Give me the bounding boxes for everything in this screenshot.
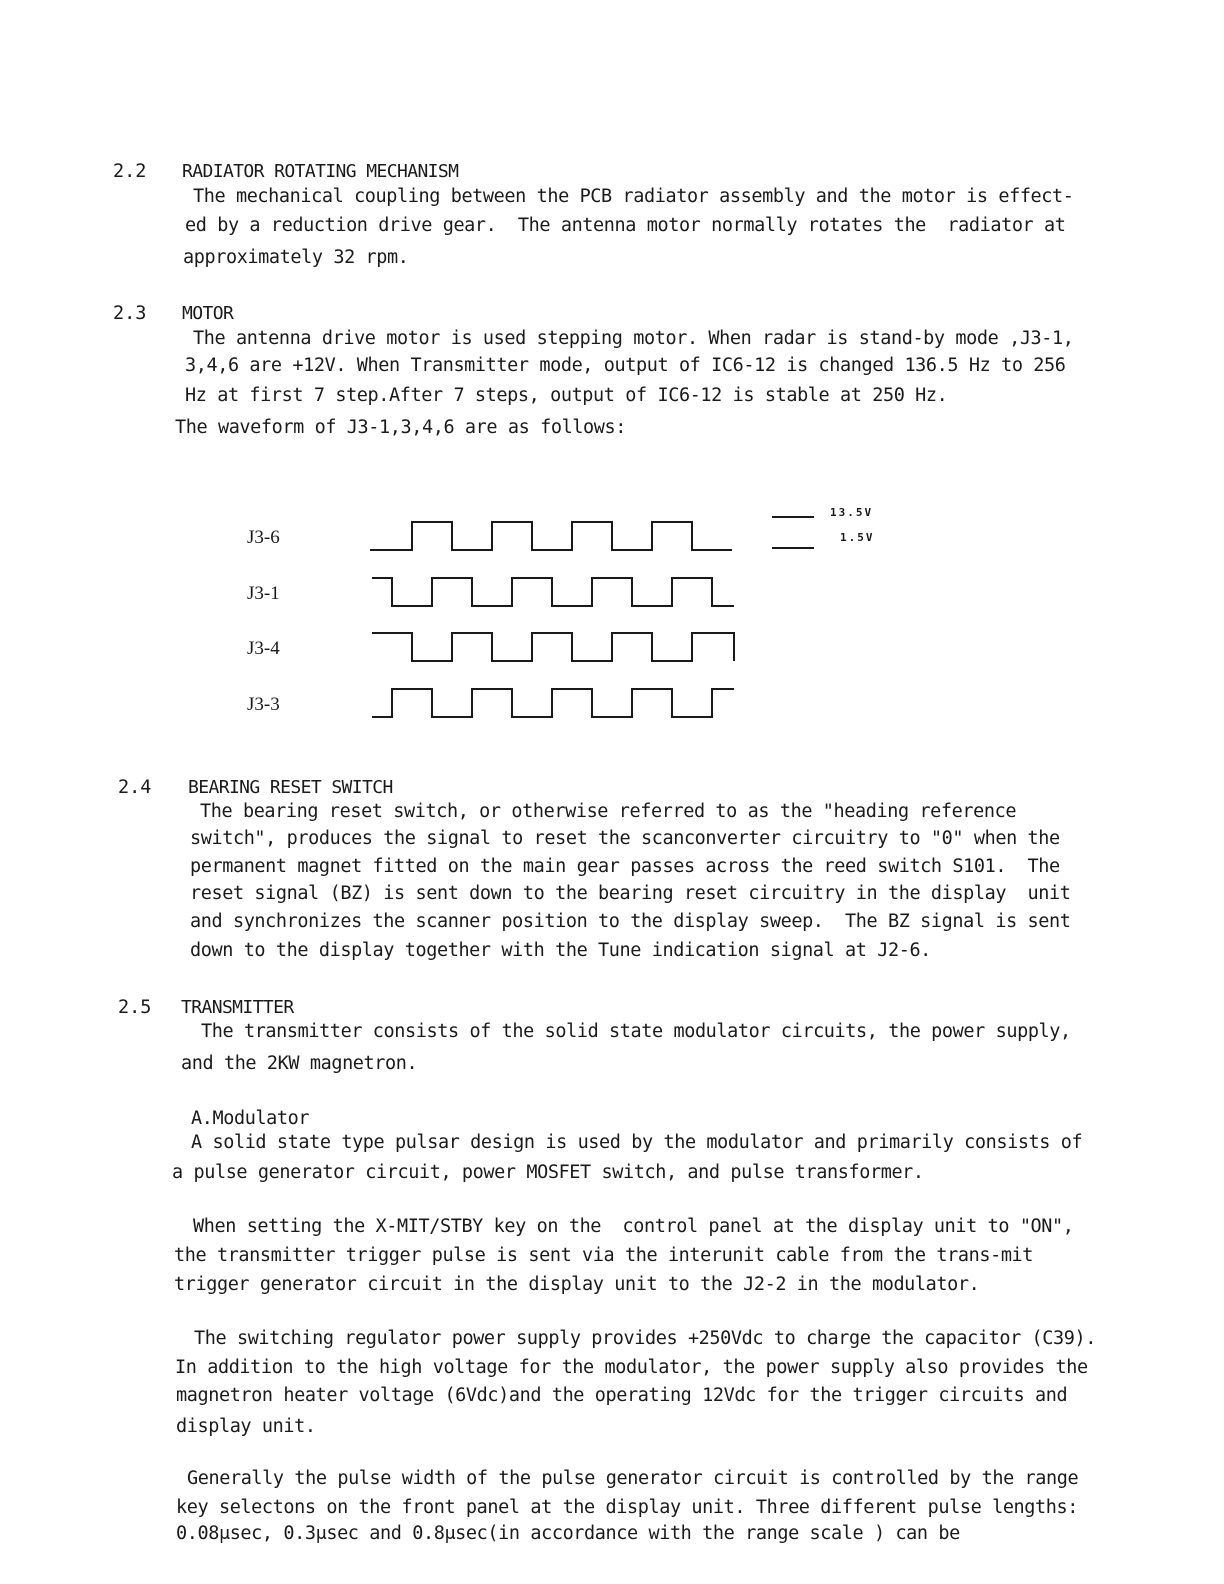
body-line: and the 2KW magnetron. xyxy=(181,1053,418,1074)
body-line: a pulse generator circuit, power MOSFET switch, and pulse transformer. xyxy=(172,1162,924,1183)
body-line: 0.08μsec, 0.3μsec and 0.8μsec(in accordance with the range scale ) can be xyxy=(176,1523,960,1544)
waveform-j3-4 xyxy=(372,633,734,661)
body-line: display unit. xyxy=(176,1416,316,1437)
body-line: key selectons on the front panel at the display unit. Three different pulse lengths: xyxy=(176,1497,1078,1518)
body-line: The waveform of J3-1,3,4,6 are as follows: xyxy=(175,417,626,438)
body-line: the transmitter trigger pulse is sent via the interunit cable from the trans-mit xyxy=(174,1245,1034,1266)
body-line: Hz at first 7 step.After 7 steps, output of IC6-12 is stable at 250 Hz. xyxy=(185,385,948,406)
body-line: 3,4,6 are +12V. When Transmitter mode, output of IC6-12 is changed 136.5 Hz to 256 xyxy=(185,355,1066,376)
high-level-label: 13.5V xyxy=(830,506,874,519)
signal-label-j3-6: J3-6 xyxy=(247,527,280,548)
waveform-j3-1 xyxy=(372,578,734,606)
body-line: permanent magnet fitted on the main gear passes across the reed switch S101. The xyxy=(190,856,1060,877)
waveform-j3-6 xyxy=(370,522,732,550)
body-line: switch", produces the signal to reset the scanconverter circuitry to "0" when the xyxy=(190,828,1060,849)
body-line: Generally the pulse width of the pulse generator circuit is controlled by the range xyxy=(187,1468,1079,1489)
body-line: When setting the X-MIT/STBY key on the control panel at the display unit to "ON", xyxy=(193,1216,1074,1237)
body-line: down to the display together with the Tune indication signal at J2-6. xyxy=(190,940,931,961)
low-level-label: 1.5V xyxy=(840,531,875,544)
body-line: The transmitter consists of the solid state modulator circuits, the power supply, xyxy=(201,1021,1071,1042)
body-line: A solid state type pulsar design is used by the modulator and primarily consists of xyxy=(191,1132,1083,1153)
body-line: approximately 32 rpm. xyxy=(183,247,409,268)
section-heading: BEARING RESET SWITCH xyxy=(188,777,393,798)
section-heading: TRANSMITTER xyxy=(181,997,294,1018)
body-line: magnetron heater voltage (6Vdc)and the operating 12Vdc for the trigger circuits and xyxy=(176,1385,1068,1406)
section-number: 2.4 xyxy=(118,777,152,798)
section-number: 2.2 xyxy=(113,161,147,182)
body-line: The antenna drive motor is used stepping motor. When radar is stand-by mode ,J3-1, xyxy=(193,328,1074,349)
signal-label-j3-4: J3-4 xyxy=(247,638,280,659)
body-line: ed by a reduction drive gear. The antenna motor normally rotates the radiator at xyxy=(185,215,1066,236)
waveform-plot xyxy=(0,0,1224,760)
subheading: A.Modulator xyxy=(191,1108,310,1129)
body-line: The mechanical coupling between the PCB radiator assembly and the motor is effect- xyxy=(193,186,1074,207)
section-heading: MOTOR xyxy=(182,303,234,324)
body-line: and synchronizes the scanner position to the display sweep. The BZ signal is sent xyxy=(190,911,1071,932)
body-line: In addition to the high voltage for the modulator, the power supply also provides the xyxy=(175,1357,1088,1378)
section-heading: RADIATOR ROTATING MECHANISM xyxy=(182,161,459,182)
signal-label-j3-3: J3-3 xyxy=(247,694,280,715)
body-line: trigger generator circuit in the display unit to the J2-2 in the modulator. xyxy=(174,1274,980,1295)
body-line: The switching regulator power supply provides +250Vdc to charge the capacitor (C39). xyxy=(194,1328,1096,1349)
section-number: 2.3 xyxy=(113,303,147,324)
waveform-j3-3 xyxy=(372,689,734,717)
section-number: 2.5 xyxy=(118,997,152,1018)
signal-label-j3-1: J3-1 xyxy=(247,583,280,604)
body-line: reset signal (BZ) is sent down to the bearing reset circuitry in the display unit xyxy=(190,883,1071,904)
body-line: The bearing reset switch, or otherwise referred to as the "heading reference xyxy=(200,801,1017,822)
